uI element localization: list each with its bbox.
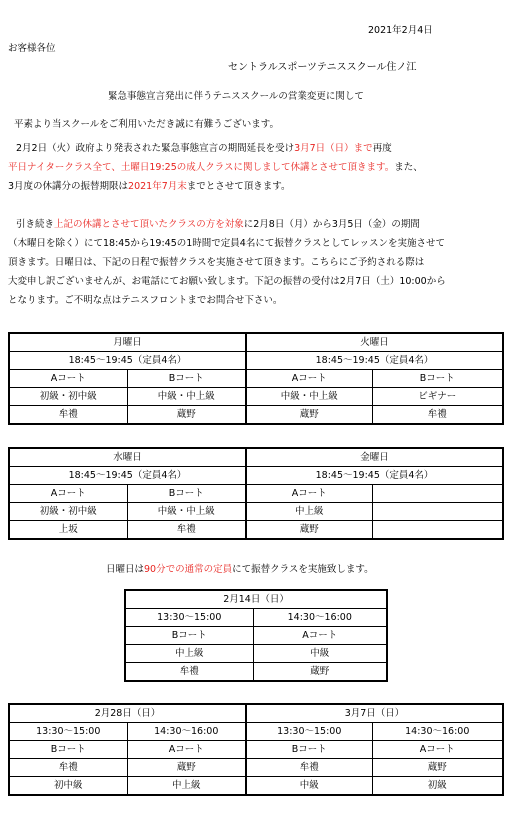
time-slot: 18:45～19:45（定員4名） xyxy=(9,352,246,370)
level-cell: 中上級 xyxy=(127,777,246,796)
level-cell: 中上級 xyxy=(125,645,253,663)
level-cell xyxy=(372,503,503,521)
sunday-note-a: 日曜日は xyxy=(106,564,145,575)
closure-text-3c: までとさせて頂きます。 xyxy=(186,181,291,192)
day-header-monday: 月曜日 xyxy=(9,333,246,352)
level-cell: 中上級 xyxy=(246,503,372,521)
makeup-text-5: となります。ご不明な点はテニスフロントまでお問合せ下さい。 xyxy=(8,295,283,306)
sunday-note-c: にて振替クラスを実施致します。 xyxy=(232,564,374,575)
time-slot: 14:30～16:00 xyxy=(253,609,387,627)
sender-name: セントラルスポーツテニススクール住ノ江 xyxy=(228,62,417,73)
court-cell: Bコート xyxy=(246,741,372,759)
level-cell: 中級・中上級 xyxy=(127,388,246,406)
sunday-date-header: 2月28日（日） xyxy=(9,704,246,723)
coach-cell: 蔵野 xyxy=(372,759,503,777)
time-slot: 14:30～16:00 xyxy=(372,723,503,741)
level-cell: 初級 xyxy=(372,777,503,796)
court-cell: Aコート xyxy=(253,627,387,645)
level-cell: 初級・初中級 xyxy=(9,388,127,406)
sunday-table-feb28-mar7 xyxy=(8,703,504,796)
court-cell: Bコート xyxy=(127,485,246,503)
coach-cell: 牟禮 xyxy=(372,406,503,425)
court-cell: Bコート xyxy=(127,370,246,388)
court-cell: Bコート xyxy=(9,741,127,759)
notice-title: 緊急事態宣言発出に伴うテニススクールの営業変更に関して xyxy=(108,91,364,102)
makeup-target: 上記の休講とさせて頂いたクラスの方を対象 xyxy=(54,219,244,230)
time-slot: 14:30～16:00 xyxy=(127,723,246,741)
closure-text-1a: 2月2日（火）政府より発表された緊急事態宣言の期間延長を受け xyxy=(16,143,295,154)
level-cell: 中級 xyxy=(246,777,372,796)
time-slot: 13:30～15:00 xyxy=(125,609,253,627)
makeup-deadline: 2021年7月末 xyxy=(128,181,187,192)
intro-text: 平素より当スクールをご利用いただき誠に有難うございます。 xyxy=(14,119,280,130)
closure-text-2b: また、 xyxy=(394,162,423,173)
closure-classes: 平日ナイタークラス全て、土曜日19:25の成人クラスに関しまして休講とさせて頂きます。 xyxy=(8,162,395,173)
time-slot: 18:45～19:45（定員4名） xyxy=(246,467,503,485)
coach-cell: 牟禮 xyxy=(9,406,127,425)
day-header-friday: 金曜日 xyxy=(246,448,503,467)
coach-cell: 蔵野 xyxy=(127,406,246,425)
court-cell: Bコート xyxy=(372,370,503,388)
court-cell: Aコート xyxy=(9,370,127,388)
coach-cell xyxy=(372,521,503,540)
time-slot: 18:45～19:45（定員4名） xyxy=(9,467,246,485)
level-cell: 中級・中上級 xyxy=(127,503,246,521)
court-cell: Bコート xyxy=(125,627,253,645)
time-slot: 18:45～19:45（定員4名） xyxy=(246,352,503,370)
makeup-text-1c: に2月8日（月）から3月5日（金）の期間 xyxy=(243,219,420,230)
court-cell: Aコート xyxy=(9,485,127,503)
court-cell: Aコート xyxy=(246,370,372,388)
day-header-tuesday: 火曜日 xyxy=(246,333,503,352)
coach-cell: 牟禮 xyxy=(246,759,372,777)
level-cell: ビギナー xyxy=(372,388,503,406)
makeup-text-3: 頂きます。日曜日は、下記の日程で振替クラスを実施させて頂きます。こちらにご予約される際は xyxy=(8,257,425,268)
coach-cell: 蔵野 xyxy=(246,406,372,425)
sunday-date-header: 2月14日（日） xyxy=(125,590,387,609)
makeup-text-1a: 引き続き xyxy=(16,219,55,230)
level-cell: 初級・初中級 xyxy=(9,503,127,521)
makeup-text-4: 大変申し訳ございませんが、お電話にてお願い致します。下記の振替の受付は2月7日（土）10:00から xyxy=(8,276,446,287)
closure-text-3a: 3月度の休講分の振替期限は xyxy=(8,181,129,192)
weekday-table-mon-tue xyxy=(8,332,504,425)
court-cell: Aコート xyxy=(372,741,503,759)
day-header-wednesday: 水曜日 xyxy=(9,448,246,467)
sunday-note xyxy=(106,561,374,575)
document-date: 2021年2月4日 xyxy=(368,25,433,36)
weekday-table-wed-fri xyxy=(8,447,504,540)
addressee: お客様各位 xyxy=(8,43,56,54)
closure-paragraph xyxy=(8,139,502,196)
level-cell: 中級 xyxy=(253,645,387,663)
sunday-table-feb14 xyxy=(124,589,388,682)
makeup-paragraph xyxy=(8,215,502,310)
sunday-date-header: 3月7日（日） xyxy=(246,704,503,723)
level-cell: 中級・中上級 xyxy=(246,388,372,406)
time-slot: 13:30～15:00 xyxy=(246,723,372,741)
closure-text-1c: 再度 xyxy=(372,143,392,154)
coach-cell: 上坂 xyxy=(9,521,127,540)
makeup-text-2: （木曜日を除く）にて18:45から19:45の1時間で定員4名にて振替クラスとしてレッスンを実施させて xyxy=(8,238,445,249)
court-cell xyxy=(372,485,503,503)
coach-cell: 牟禮 xyxy=(127,521,246,540)
time-slot: 13:30～15:00 xyxy=(9,723,127,741)
closure-end-date: 3月7日（日）まで xyxy=(294,143,373,154)
court-cell: Aコート xyxy=(127,741,246,759)
level-cell: 初中級 xyxy=(9,777,127,796)
coach-cell: 蔵野 xyxy=(246,521,372,540)
coach-cell: 蔵野 xyxy=(253,663,387,682)
sunday-note-capacity: 90分での通常の定員 xyxy=(144,564,233,575)
coach-cell: 牟禮 xyxy=(125,663,253,682)
coach-cell: 蔵野 xyxy=(127,759,246,777)
coach-cell: 牟禮 xyxy=(9,759,127,777)
court-cell: Aコート xyxy=(246,485,372,503)
